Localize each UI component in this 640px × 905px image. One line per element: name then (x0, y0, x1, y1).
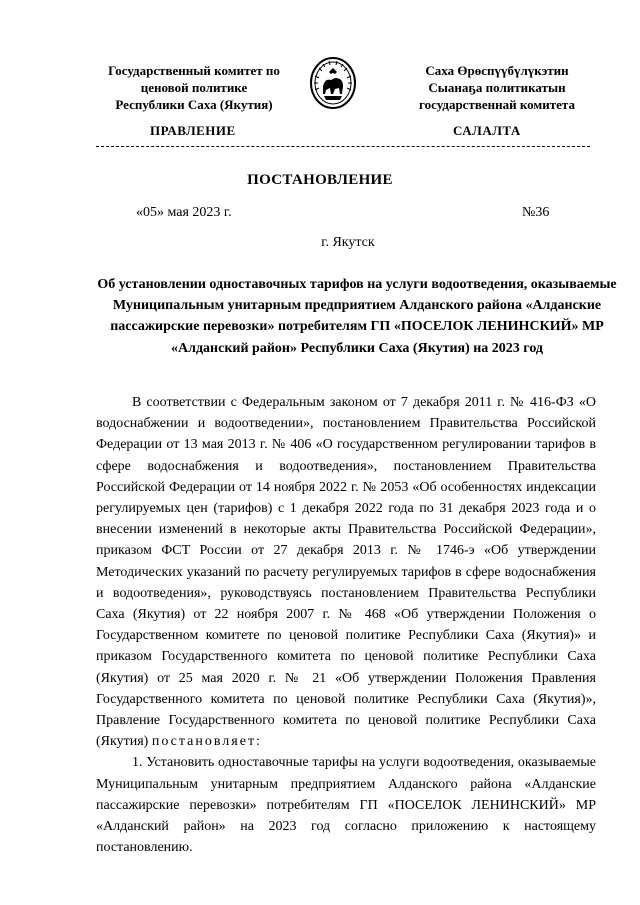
resolves-text: постановляет: (151, 734, 262, 750)
document-title: ПОСТАНОВЛЕНИЕ (247, 172, 393, 188)
header-left-line-2: ценовой политике (140, 80, 248, 95)
document-body (96, 392, 596, 858)
item-1-paragraph: 1. Установить одноставочные тарифы на услуги водоотведения, оказываемые Муниципальным унитарным предприятием Алданского района «Алданские пассажирские перевозки» потребителям ГП «ПОСЕЛОК ЛЕНИНСКИЙ» МР «Алданский район» на 2023 год согласно приложению к настоящему постановлению. (96, 755, 596, 856)
header-divider (96, 146, 590, 147)
document-subject: Об установлении одноставочных тарифов на услуги водоотведения, оказываемые Муниципальным унитарным предприятием Алданского района «Алданские пассажирские перевозки» потребителям ГП «ПОСЕЛОК ЛЕНИНСКИЙ» МР «Алданский район» Республики Саха (Якутия) на 2023 год (97, 277, 617, 356)
preamble-paragraph (96, 392, 596, 752)
header-left-line-3: Республики Саха (Якутия) (115, 97, 273, 112)
header-right-line-2: Сыанаҕа политикатын (428, 80, 566, 95)
coat-of-arms-icon (309, 56, 357, 110)
document-date: «05» мая 2023 г. (136, 205, 232, 220)
header-right-subtitle: САЛАЛТА (453, 123, 521, 138)
header-right-line-3: государственнай комитета (419, 97, 575, 112)
preamble-text: В соответствии с Федеральным законом от 7 декабря 2011 г. № 416-ФЗ «О водоснабжении и водоотведении», постановлением Правительства Российской Федерации от 13 мая 2013 г. № 406 «О государственном регулировании тарифов в сфере водоснабжения и водоотведения», постановлением Правительства Российской Федерации от 14 ноября 2022 г. № 2053 «Об особенностях индексации регулируемых цен (тарифов) с 1 декабря 2022 года по 31 декабря 2023 года и о внесении изменений в некоторые акты Правительства Российской Федерации», приказом ФСТ России от 27 декабря 2013 г. № 1746-э «Об утверждении Методических указаний по расчету регулируемых тарифов в сфере водоснабжения и водоотведения», руководствуясь постановлением Правительства Республики Саха (Якутия) от 22 ноября 2007 г. № 468 «Об утверждении Положения о Государственном комитете по ценовой политике Республики Саха (Якутия)» и приказом Государственного комитета по ценовой политике Республики Саха (Якутия) от 25 мая 2020 г. № 21 «Об утверждении Положения Правления Государственного комитета по ценовой политике Республики Саха (Якутия)», Правление Государственного комитета по ценовой политике Республики Саха (Якутия) (96, 395, 596, 750)
header-left-block (88, 62, 300, 113)
header-left-line-1: Государственный комитет по (108, 63, 280, 78)
header-right-block (404, 62, 590, 113)
document-number: №36 (522, 205, 550, 220)
header-right-line-1: Саха Өрөспүүбүлүкэтин (425, 63, 569, 78)
document-city: г. Якутск (321, 235, 375, 250)
header-left-subtitle: ПРАВЛЕНИЕ (150, 123, 236, 138)
